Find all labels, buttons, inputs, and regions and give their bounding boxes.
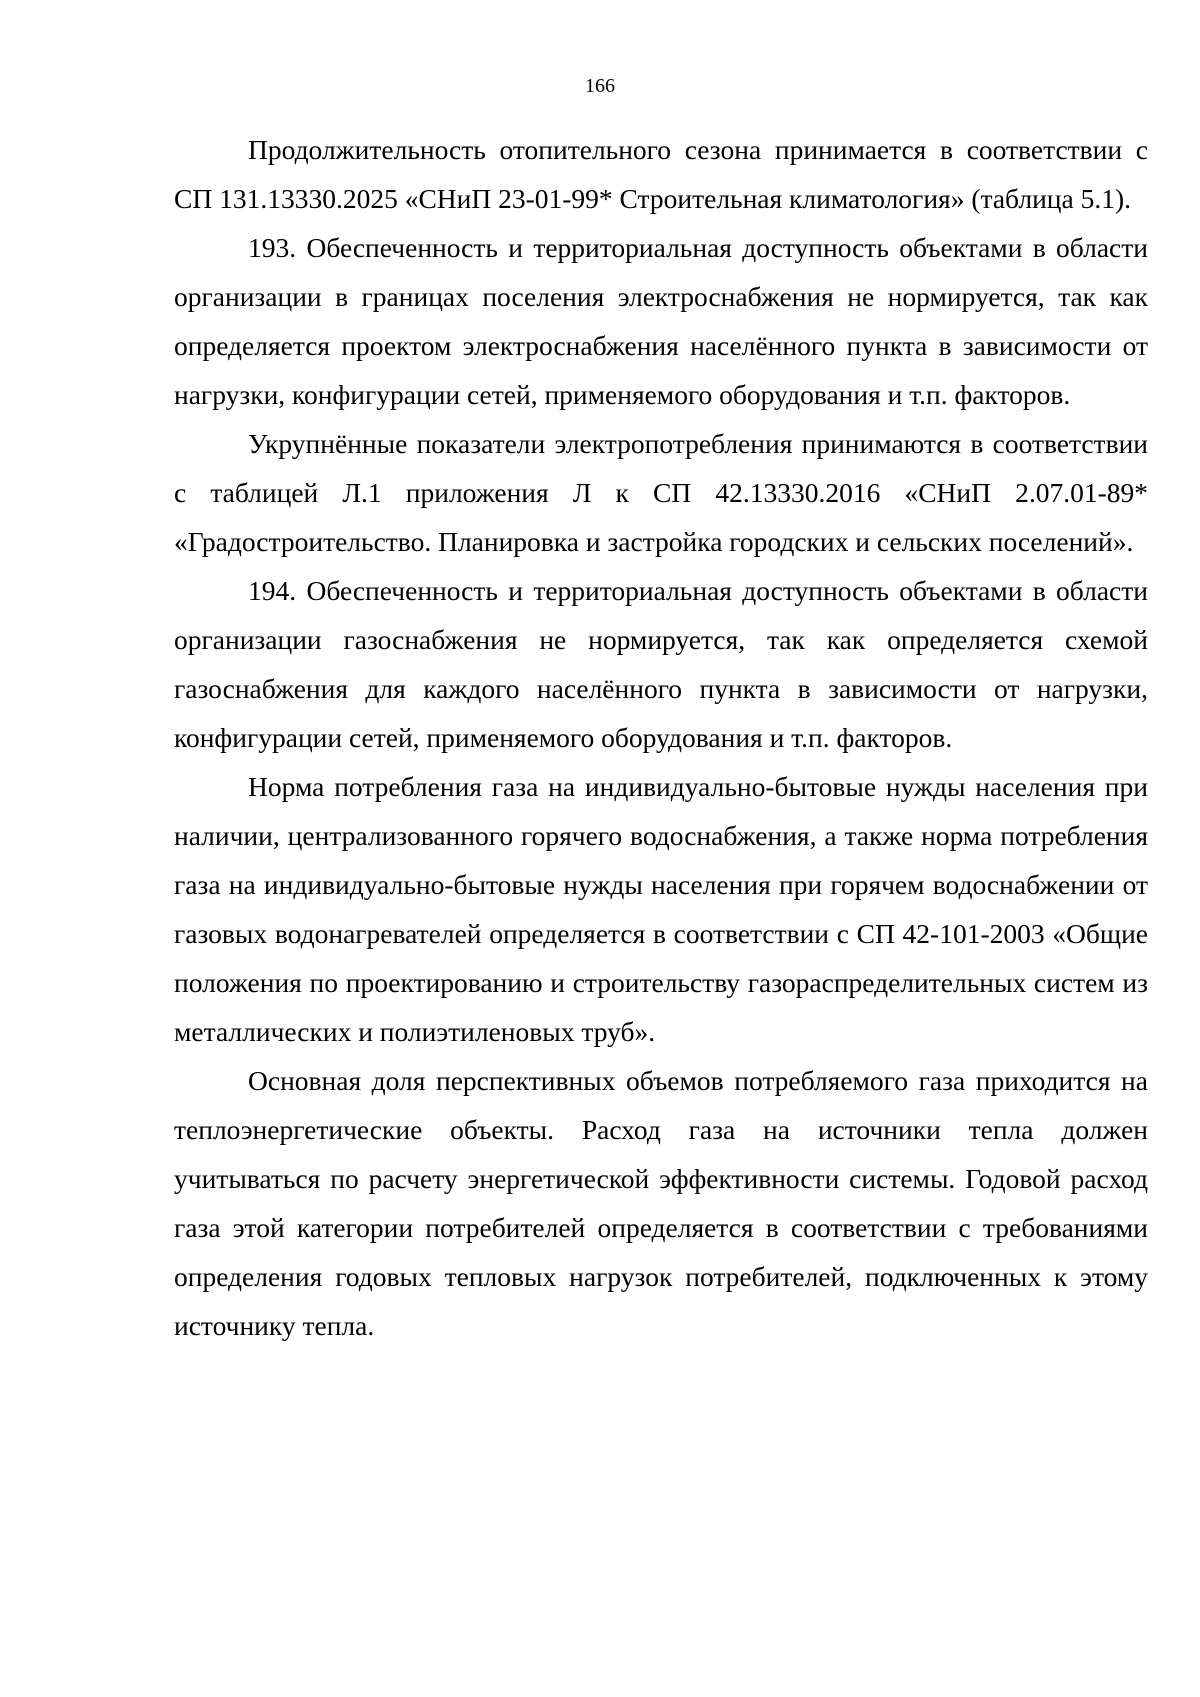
paragraph-electricity-indicators: Укрупнённые показатели электропотребления принимаются в соответствии с таблицей Л.1 приложения Л к СП 42.13330.2016 «СНиП 2.07.01-89* «Градостроительство. Планировка и застройка городских и сельских поселений». [174,428,1148,557]
paragraph-heating-season: Продолжительность отопительного сезона принимается в соответствии с СП 131.13330.2025 «СНиП 23-01-99* Строительная климатология» (таблица 5.1). [174,134,1148,214]
paragraph-193-electricity-supply: 193. Обеспеченность и территориальная доступность объектами в области организации в границах поселения электроснабжения не нормируется, так как определяется проектом электроснабжения населённого пункта в зависимости от нагрузки, конфигурации сетей, применяемого оборудования и т.п. факторов. [174,232,1148,410]
paragraph-194-gas-supply: 194. Обеспеченность и территориальная доступность объектами в области организации газоснабжения не нормируется, так как определяется схемой газоснабжения для каждого населённого пункта в зависимости от нагрузки, конфигурации сетей, применяемого оборудования и т.п. факторов. [174,575,1148,753]
paragraph-gas-heat-sources: Основная доля перспективных объемов потребляемого газа приходится на теплоэнергетические объекты. Расход газа на источники тепла должен учитываться по расчету энергетической эффективности системы. Годовой расход газа этой категории потребителей определяется в соответствии с требованиями определения годовых тепловых нагрузок потребителей, подключенных к этому источнику тепла. [174,1065,1148,1341]
paragraph-gas-consumption-norm: Норма потребления газа на индивидуально-бытовые нужды населения при наличии, централизованного горячего водоснабжения, а также норма потребления газа на индивидуально-бытовые нужды населения при горячем водоснабжении от газовых водонагревателей определяется в соответствии с СП 42-101-2003 «Общие положения по проектированию и строительству газораспределительных систем из металлических и полиэтиленовых труб». [174,771,1148,1047]
page-number: 166 [585,75,615,97]
document-body [174,125,1148,1350]
